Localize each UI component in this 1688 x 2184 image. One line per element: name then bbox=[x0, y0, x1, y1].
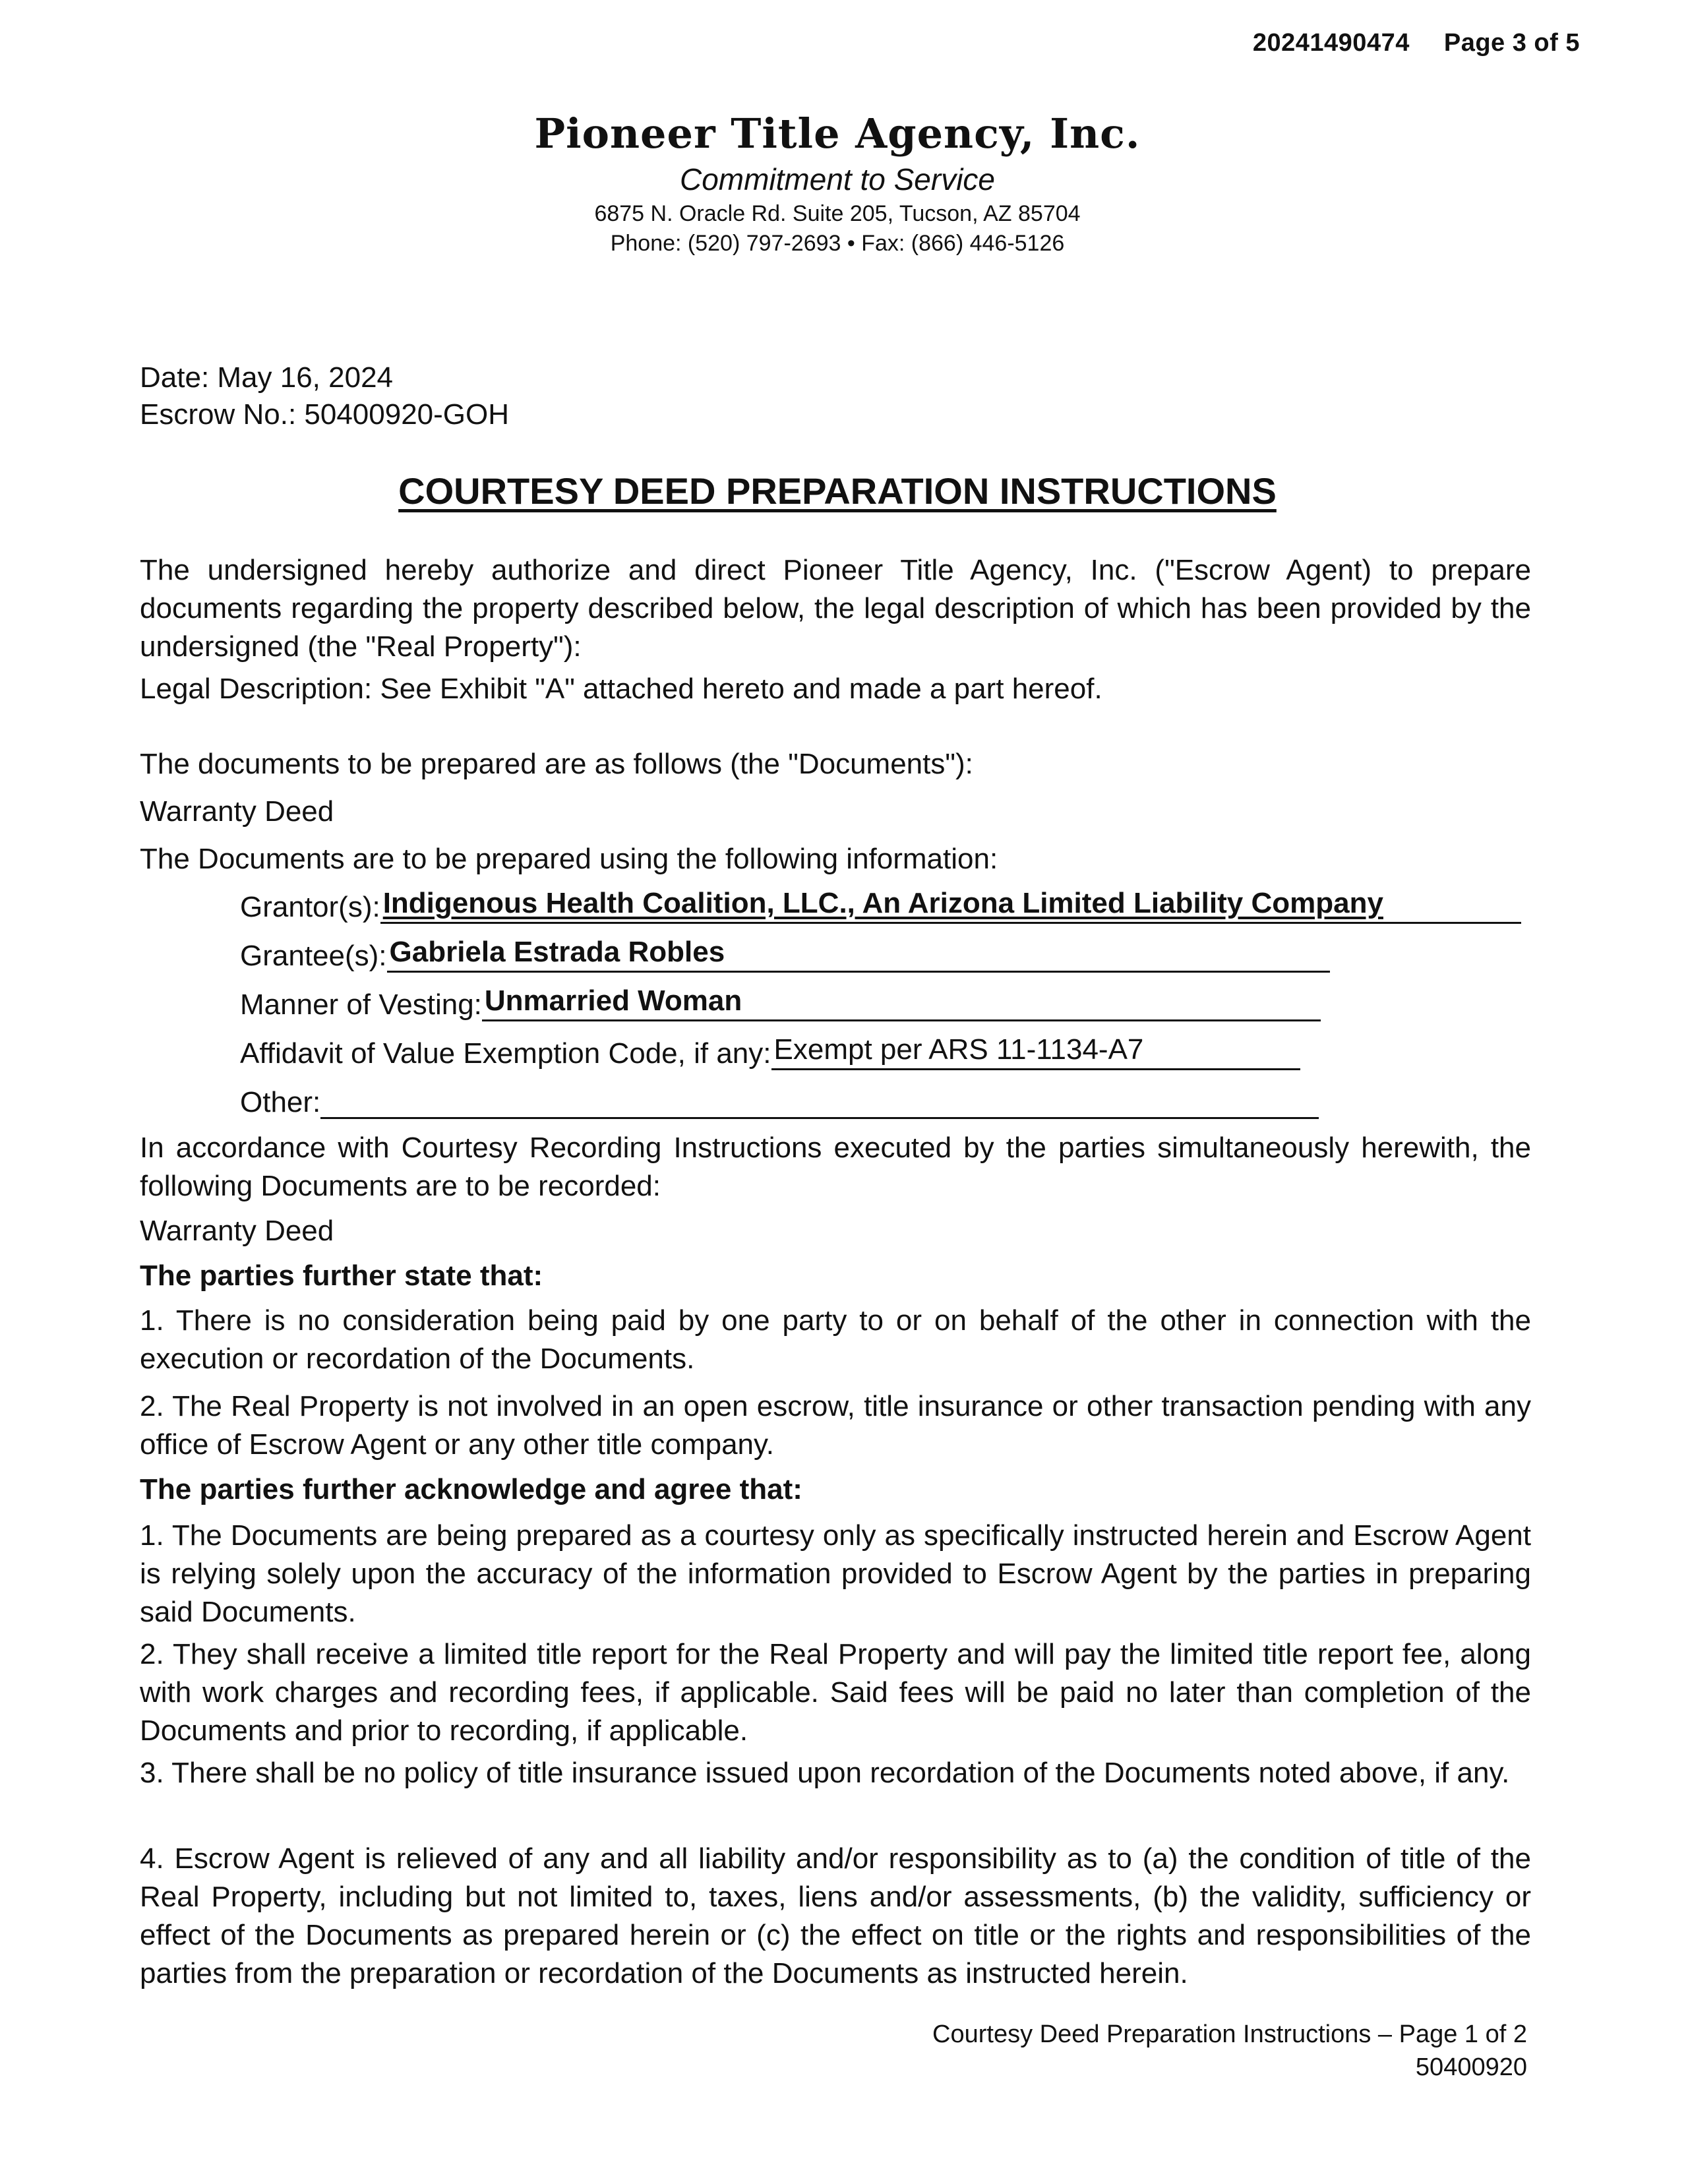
state-heading: The parties further state that: bbox=[140, 1259, 543, 1292]
vesting-field: Unmarried Woman bbox=[482, 984, 1321, 1021]
state-item: 1. There is no consideration being paid by one party to or on behalf of the other in connection with the execution or recordation of the Documents. bbox=[140, 1304, 1531, 1375]
state-item: 2. The Real Property is not involved in an open escrow, title insurance or other transaction pending with any office of Escrow Agent or any other title company. bbox=[140, 1390, 1531, 1461]
footer-file-number: 50400920 bbox=[1415, 2053, 1527, 2081]
grantor-field: Indigenous Health Coalition, LLC., An Arizona Limited Liability Company bbox=[380, 886, 1521, 924]
company-tagline: Commitment to Service bbox=[679, 162, 995, 197]
info-intro: The Documents are to be prepared using the following information: bbox=[140, 843, 998, 875]
recording-header bbox=[1253, 29, 1580, 57]
acknowledge-item: 2. They shall receive a limited title report for the Real Property and will pay the limited title report fee, along with work charges and recording fees, if applicable. Said fees will be paid no later than completion of the Documents and prior to recording, if applicable. bbox=[140, 1638, 1531, 1747]
other-row bbox=[240, 1081, 1319, 1119]
grantor-row bbox=[240, 886, 1521, 924]
legal-description: Legal Description: See Exhibit "A" attached hereto and made a part hereof. bbox=[140, 673, 1102, 705]
documents-intro: The documents to be prepared are as follows (the "Documents"): bbox=[140, 748, 973, 780]
letterhead bbox=[0, 109, 1675, 257]
other-label: Other: bbox=[240, 1086, 321, 1118]
company-address: 6875 N. Oracle Rd. Suite 205, Tucson, AZ 85704 bbox=[594, 201, 1081, 226]
acknowledge-item: 3. There shall be no policy of title insurance issued upon recordation of the Documents noted above, if any. bbox=[140, 1757, 1510, 1789]
acknowledge-item: 4. Escrow Agent is relieved of any and all liability and/or responsibility as to (a) the condition of title of the Real Property, including but not limited to, taxes, liens and/or assessments, (b) the validity, sufficiency or effect of the Documents as prepared herein or (c) the effect on title or the rights and responsibilities of the parties from the preparation or recordation of the Documents as instructed herein. bbox=[140, 1842, 1531, 1989]
page-indicator: Page 3 of 5 bbox=[1443, 29, 1580, 57]
company-phone-fax: Phone: (520) 797-2693 • Fax: (866) 446-5126 bbox=[610, 231, 1065, 256]
grantee-row bbox=[240, 935, 1330, 973]
document-type: Warranty Deed bbox=[140, 795, 334, 828]
affidavit-label: Affidavit of Value Exemption Code, if any: bbox=[240, 1037, 771, 1070]
grantor-label: Grantor(s): bbox=[240, 891, 380, 923]
intro-paragraph: The undersigned hereby authorize and direct Pioneer Title Agency, Inc. ("Escrow Agent) to prepare documents regarding the property described below, the legal description of which has been provided by the undersigned (the "Real Property"): bbox=[140, 554, 1531, 663]
page-title: COURTESY DEED PREPARATION INSTRUCTIONS bbox=[398, 470, 1277, 512]
grantee-field: Gabriela Estrada Robles bbox=[387, 935, 1330, 973]
grantee-label: Grantee(s): bbox=[240, 940, 387, 972]
acknowledge-heading: The parties further acknowledge and agree that: bbox=[140, 1473, 802, 1505]
recorded-document-type: Warranty Deed bbox=[140, 1215, 334, 1247]
document-date: Date: May 16, 2024 bbox=[140, 361, 394, 394]
recording-paragraph: In accordance with Courtesy Recording Instructions executed by the parties simultaneously herewith, the following Documents are to be recorded: bbox=[140, 1132, 1531, 1202]
vesting-row bbox=[240, 984, 1321, 1021]
recording-number: 20241490474 bbox=[1252, 29, 1410, 57]
acknowledge-item: 1. The Documents are being prepared as a courtesy only as specifically instructed herein and Escrow Agent is relying solely upon the accuracy of the information provided to Escrow Agent by the parties in preparing said Documents. bbox=[140, 1519, 1531, 1628]
escrow-number: Escrow No.: 50400920-GOH bbox=[140, 398, 510, 431]
company-name: Pioneer Title Agency, Inc. bbox=[534, 109, 1141, 158]
footer-page-label: Courtesy Deed Preparation Instructions – Page 1 of 2 bbox=[932, 2020, 1527, 2048]
affidavit-field: Exempt per ARS 11-1134-A7 bbox=[771, 1033, 1300, 1070]
other-field bbox=[320, 1081, 1319, 1119]
affidavit-row bbox=[240, 1033, 1300, 1070]
vesting-label: Manner of Vesting: bbox=[240, 988, 482, 1021]
